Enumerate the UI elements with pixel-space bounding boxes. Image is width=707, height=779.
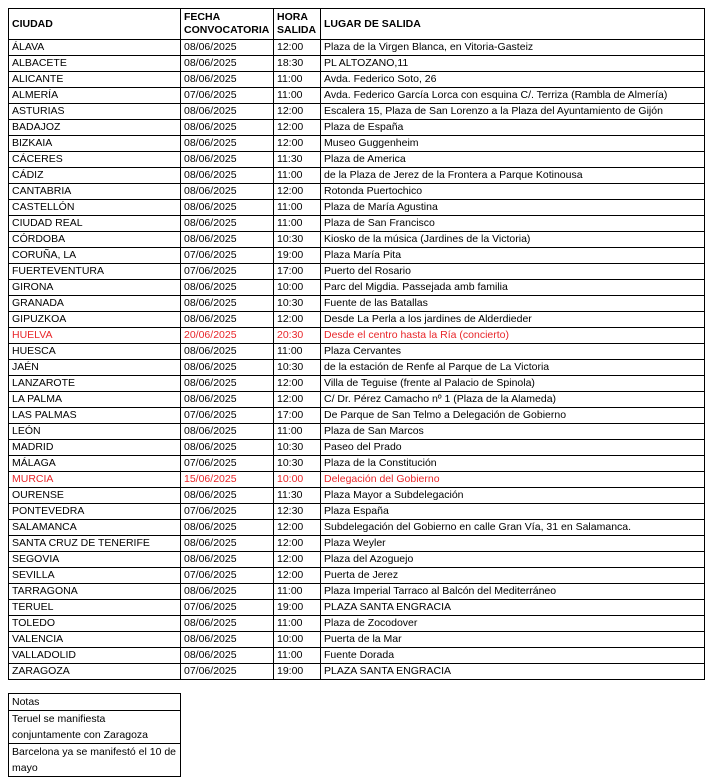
cell-date: 08/06/2025 xyxy=(181,360,274,376)
cell-time: 11:00 xyxy=(274,88,321,104)
cell-time: 10:30 xyxy=(274,440,321,456)
note-row xyxy=(9,711,181,744)
table-row xyxy=(9,488,705,504)
cell-place: Fuente de las Batallas xyxy=(321,296,705,312)
cell-date: 08/06/2025 xyxy=(181,104,274,120)
table-row xyxy=(9,504,705,520)
cell-city: BADAJOZ xyxy=(9,120,181,136)
cell-date: 08/06/2025 xyxy=(181,632,274,648)
cell-place: Avda. Federico García Lorca con esquina C/. Terriza (Rambla de Almería) xyxy=(321,88,705,104)
cell-time: 11:00 xyxy=(274,424,321,440)
notes-box xyxy=(8,693,181,777)
cell-city: TERUEL xyxy=(9,600,181,616)
cell-time: 19:00 xyxy=(274,248,321,264)
cell-city: ALICANTE xyxy=(9,72,181,88)
cell-place: Plaza Mayor a Subdelegación xyxy=(321,488,705,504)
cell-date: 07/06/2025 xyxy=(181,568,274,584)
cell-place: Fuente Dorada xyxy=(321,648,705,664)
cell-place: Parc del Migdia. Passejada amb familia xyxy=(321,280,705,296)
table-row xyxy=(9,376,705,392)
table-row xyxy=(9,152,705,168)
cell-city: MURCIA xyxy=(9,472,181,488)
cell-city: CÓRDOBA xyxy=(9,232,181,248)
cell-date: 07/06/2025 xyxy=(181,264,274,280)
cell-date: 08/06/2025 xyxy=(181,392,274,408)
cell-city: SANTA CRUZ DE TENERIFE xyxy=(9,536,181,552)
cell-place: Plaza de San Francisco xyxy=(321,216,705,232)
cell-time: 10:30 xyxy=(274,296,321,312)
cell-place: Plaza de España xyxy=(321,120,705,136)
cell-place: PLAZA SANTA ENGRACIA xyxy=(321,600,705,616)
table-header xyxy=(9,9,705,40)
cell-place: de la estación de Renfe al Parque de La Victoria xyxy=(321,360,705,376)
header-row xyxy=(9,9,705,40)
cell-date: 08/06/2025 xyxy=(181,72,274,88)
cell-place: Plaza María Pita xyxy=(321,248,705,264)
cell-city: ALBACETE xyxy=(9,56,181,72)
cell-time: 11:00 xyxy=(274,616,321,632)
cell-date: 07/06/2025 xyxy=(181,408,274,424)
cell-date: 08/06/2025 xyxy=(181,536,274,552)
cell-place: Plaza de America xyxy=(321,152,705,168)
cell-place: Plaza España xyxy=(321,504,705,520)
table-row xyxy=(9,296,705,312)
cell-time: 12:00 xyxy=(274,520,321,536)
cell-time: 10:00 xyxy=(274,472,321,488)
cell-time: 10:30 xyxy=(274,232,321,248)
cell-city: CANTABRIA xyxy=(9,184,181,200)
table-row xyxy=(9,440,705,456)
cell-place: Puerta de Jerez xyxy=(321,568,705,584)
table-row xyxy=(9,664,705,680)
cell-place: Rotonda Puertochico xyxy=(321,184,705,200)
cell-date: 08/06/2025 xyxy=(181,520,274,536)
cell-time: 11:30 xyxy=(274,152,321,168)
cell-city: CIUDAD REAL xyxy=(9,216,181,232)
cell-city: OURENSE xyxy=(9,488,181,504)
table-row xyxy=(9,392,705,408)
cell-date: 08/06/2025 xyxy=(181,56,274,72)
cell-place: Plaza Imperial Tarraco al Balcón del Mediterráneo xyxy=(321,584,705,600)
cell-date: 08/06/2025 xyxy=(181,616,274,632)
table-row xyxy=(9,72,705,88)
table-row xyxy=(9,216,705,232)
cell-time: 11:30 xyxy=(274,488,321,504)
cell-date: 20/06/2025 xyxy=(181,328,274,344)
table-row xyxy=(9,552,705,568)
cell-city: BIZKAIA xyxy=(9,136,181,152)
cell-date: 07/06/2025 xyxy=(181,664,274,680)
cell-city: JAÉN xyxy=(9,360,181,376)
table-row xyxy=(9,648,705,664)
cell-place: Plaza de María Agustina xyxy=(321,200,705,216)
note-row xyxy=(9,744,181,777)
cell-city: VALENCIA xyxy=(9,632,181,648)
cell-place: Plaza de Zocodover xyxy=(321,616,705,632)
note-item: Teruel se manifiesta conjuntamente con Zaragoza xyxy=(9,711,181,744)
cell-place: Plaza Weyler xyxy=(321,536,705,552)
cell-date: 15/06/2025 xyxy=(181,472,274,488)
table-row xyxy=(9,184,705,200)
cell-date: 08/06/2025 xyxy=(181,344,274,360)
table-row xyxy=(9,616,705,632)
cell-date: 07/06/2025 xyxy=(181,88,274,104)
cell-place: Museo Guggenheim xyxy=(321,136,705,152)
cell-place: Puerta de la Mar xyxy=(321,632,705,648)
cell-place: PL ALTOZANO,11 xyxy=(321,56,705,72)
cell-time: 10:00 xyxy=(274,632,321,648)
table-row xyxy=(9,472,705,488)
cell-city: GIPUZKOA xyxy=(9,312,181,328)
cell-time: 12:00 xyxy=(274,40,321,56)
cell-city: LAS PALMAS xyxy=(9,408,181,424)
cell-date: 08/06/2025 xyxy=(181,216,274,232)
table-row xyxy=(9,456,705,472)
table-row xyxy=(9,568,705,584)
notes-title: Notas xyxy=(9,694,181,711)
cell-city: ALMERÍA xyxy=(9,88,181,104)
cell-city: VALLADOLID xyxy=(9,648,181,664)
cell-time: 12:00 xyxy=(274,568,321,584)
cell-place: Plaza del Azoguejo xyxy=(321,552,705,568)
cell-time: 10:30 xyxy=(274,456,321,472)
cell-date: 08/06/2025 xyxy=(181,488,274,504)
table-row xyxy=(9,40,705,56)
table-row xyxy=(9,280,705,296)
cell-time: 12:00 xyxy=(274,392,321,408)
cell-place: Plaza de la Virgen Blanca, en Vitoria-Gasteiz xyxy=(321,40,705,56)
cell-city: HUELVA xyxy=(9,328,181,344)
table-row xyxy=(9,312,705,328)
cell-city: GRANADA xyxy=(9,296,181,312)
cell-date: 08/06/2025 xyxy=(181,184,274,200)
cell-time: 11:00 xyxy=(274,648,321,664)
cell-city: GIRONA xyxy=(9,280,181,296)
cell-place: C/ Dr. Pérez Camacho nº 1 (Plaza de la Alameda) xyxy=(321,392,705,408)
cell-place: Kiosko de la música (Jardines de la Victoria) xyxy=(321,232,705,248)
cell-time: 11:00 xyxy=(274,344,321,360)
cell-city: TARRAGONA xyxy=(9,584,181,600)
cell-date: 08/06/2025 xyxy=(181,232,274,248)
cell-city: ÁLAVA xyxy=(9,40,181,56)
cell-date: 08/06/2025 xyxy=(181,424,274,440)
table-row xyxy=(9,88,705,104)
events-table xyxy=(8,8,705,680)
cell-time: 11:00 xyxy=(274,72,321,88)
cell-place: Desde el centro hasta la Ría (concierto) xyxy=(321,328,705,344)
cell-date: 08/06/2025 xyxy=(181,296,274,312)
header-time: HORA SALIDA xyxy=(274,9,321,40)
cell-city: LA PALMA xyxy=(9,392,181,408)
table-row xyxy=(9,264,705,280)
cell-time: 12:00 xyxy=(274,120,321,136)
table-row xyxy=(9,120,705,136)
table-row xyxy=(9,424,705,440)
cell-date: 08/06/2025 xyxy=(181,136,274,152)
cell-city: SALAMANCA xyxy=(9,520,181,536)
cell-date: 08/06/2025 xyxy=(181,152,274,168)
table-row xyxy=(9,344,705,360)
cell-time: 12:00 xyxy=(274,536,321,552)
cell-place: Villa de Teguise (frente al Palacio de Spinola) xyxy=(321,376,705,392)
cell-date: 07/06/2025 xyxy=(181,600,274,616)
cell-date: 08/06/2025 xyxy=(181,584,274,600)
cell-time: 10:00 xyxy=(274,280,321,296)
cell-place: Delegación del Gobierno xyxy=(321,472,705,488)
table-row xyxy=(9,584,705,600)
header-city: CIUDAD xyxy=(9,9,181,40)
notes-title-row xyxy=(9,694,181,711)
cell-city: FUERTEVENTURA xyxy=(9,264,181,280)
cell-date: 08/06/2025 xyxy=(181,312,274,328)
table-row xyxy=(9,520,705,536)
table-row xyxy=(9,328,705,344)
cell-time: 20:30 xyxy=(274,328,321,344)
cell-time: 12:30 xyxy=(274,504,321,520)
cell-city: SEGOVIA xyxy=(9,552,181,568)
cell-city: CÁCERES xyxy=(9,152,181,168)
table-row xyxy=(9,200,705,216)
cell-date: 08/06/2025 xyxy=(181,280,274,296)
cell-time: 10:30 xyxy=(274,360,321,376)
cell-city: LEÓN xyxy=(9,424,181,440)
cell-city: CASTELLÓN xyxy=(9,200,181,216)
cell-date: 08/06/2025 xyxy=(181,648,274,664)
cell-place: Escalera 15, Plaza de San Lorenzo a la Plaza del Ayuntamiento de Gijón xyxy=(321,104,705,120)
table-row xyxy=(9,232,705,248)
table-row xyxy=(9,536,705,552)
header-date: FECHA CONVOCATORIA xyxy=(181,9,274,40)
cell-place: Desde La Perla a los jardines de Alderdieder xyxy=(321,312,705,328)
cell-date: 08/06/2025 xyxy=(181,200,274,216)
cell-place: De Parque de San Telmo a Delegación de Gobierno xyxy=(321,408,705,424)
cell-city: ASTURIAS xyxy=(9,104,181,120)
cell-time: 12:00 xyxy=(274,104,321,120)
cell-place: Plaza Cervantes xyxy=(321,344,705,360)
cell-time: 17:00 xyxy=(274,408,321,424)
cell-time: 12:00 xyxy=(274,376,321,392)
cell-city: SEVILLA xyxy=(9,568,181,584)
cell-city: MÁLAGA xyxy=(9,456,181,472)
cell-time: 12:00 xyxy=(274,552,321,568)
cell-time: 12:00 xyxy=(274,312,321,328)
table-row xyxy=(9,408,705,424)
cell-city: PONTEVEDRA xyxy=(9,504,181,520)
cell-date: 08/06/2025 xyxy=(181,440,274,456)
table-row xyxy=(9,104,705,120)
cell-time: 17:00 xyxy=(274,264,321,280)
cell-city: LANZAROTE xyxy=(9,376,181,392)
cell-time: 18:30 xyxy=(274,56,321,72)
cell-city: ZARAGOZA xyxy=(9,664,181,680)
cell-place: de la Plaza de Jerez de la Frontera a Parque Kotinousa xyxy=(321,168,705,184)
cell-date: 08/06/2025 xyxy=(181,120,274,136)
cell-time: 11:00 xyxy=(274,216,321,232)
cell-city: CÁDIZ xyxy=(9,168,181,184)
cell-date: 08/06/2025 xyxy=(181,552,274,568)
cell-time: 12:00 xyxy=(274,136,321,152)
cell-place: Avda. Federico Soto, 26 xyxy=(321,72,705,88)
cell-place: Plaza de la Constitución xyxy=(321,456,705,472)
cell-city: TOLEDO xyxy=(9,616,181,632)
cell-city: CORUÑA, LA xyxy=(9,248,181,264)
cell-time: 11:00 xyxy=(274,200,321,216)
cell-city: HUESCA xyxy=(9,344,181,360)
cell-time: 19:00 xyxy=(274,664,321,680)
table-row xyxy=(9,248,705,264)
cell-place: PLAZA SANTA ENGRACIA xyxy=(321,664,705,680)
table-row xyxy=(9,56,705,72)
cell-place: Paseo del Prado xyxy=(321,440,705,456)
cell-date: 08/06/2025 xyxy=(181,376,274,392)
cell-place: Plaza de San Marcos xyxy=(321,424,705,440)
table-row xyxy=(9,136,705,152)
table-body xyxy=(9,40,705,680)
cell-time: 19:00 xyxy=(274,600,321,616)
cell-time: 12:00 xyxy=(274,184,321,200)
cell-date: 08/06/2025 xyxy=(181,168,274,184)
table-row xyxy=(9,632,705,648)
header-place: LUGAR DE SALIDA xyxy=(321,9,705,40)
cell-date: 07/06/2025 xyxy=(181,248,274,264)
table-row xyxy=(9,168,705,184)
cell-date: 08/06/2025 xyxy=(181,40,274,56)
note-item: Barcelona ya se manifestó el 10 de mayo xyxy=(9,744,181,777)
cell-place: Puerto del Rosario xyxy=(321,264,705,280)
cell-time: 11:00 xyxy=(274,584,321,600)
cell-date: 07/06/2025 xyxy=(181,504,274,520)
table-row xyxy=(9,600,705,616)
table-row xyxy=(9,360,705,376)
cell-place: Subdelegación del Gobierno en calle Gran Vía, 31 en Salamanca. xyxy=(321,520,705,536)
cell-date: 07/06/2025 xyxy=(181,456,274,472)
cell-time: 11:00 xyxy=(274,168,321,184)
cell-city: MADRID xyxy=(9,440,181,456)
